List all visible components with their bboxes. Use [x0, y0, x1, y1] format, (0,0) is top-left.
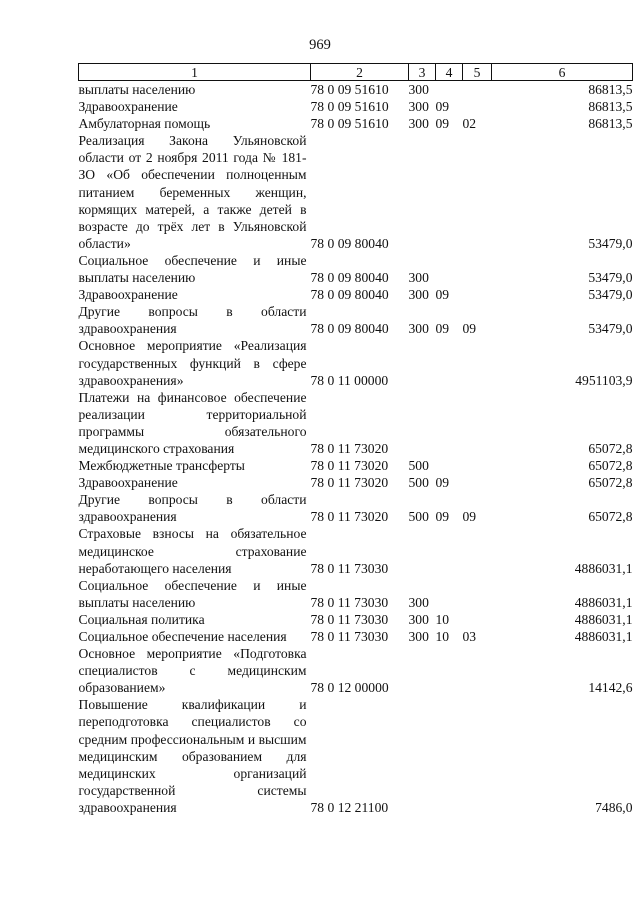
row-pr — [463, 525, 492, 576]
row-name: Межбюджетные трансферты — [78, 458, 245, 474]
row-code: 78 0 09 51610 — [310, 82, 389, 97]
row-pr — [463, 457, 492, 474]
row-rz — [436, 81, 463, 99]
row-name: Социальное обеспечение и иные выплаты населению — [78, 252, 307, 286]
row-name: Социальная политика — [78, 611, 205, 627]
row-name: Платежи на финансовое обеспечение реализации территориальной программы обязательного медицинского страхования — [78, 389, 307, 456]
table-row — [79, 132, 633, 252]
row-code: 78 0 09 80040 — [310, 235, 389, 251]
row-name: Социальное обеспечение населения — [78, 629, 287, 644]
row-name: Основное мероприятие «Подготовка специалистов с медицинским образованием» — [78, 646, 307, 696]
row-code: 78 0 11 73030 — [310, 629, 389, 644]
row-vr: 300 — [408, 99, 429, 115]
row-sum: 65072,8 — [588, 475, 633, 491]
header-col-3: 3 — [409, 64, 436, 81]
row-rz — [436, 132, 463, 252]
table-row — [79, 81, 633, 99]
header-col-6: 6 — [492, 64, 633, 81]
row-sum: 4886031,1 — [574, 560, 633, 576]
row-pr — [463, 286, 492, 303]
row-sum: 86813,5 — [588, 82, 633, 97]
table-row — [79, 577, 633, 611]
row-code: 78 0 09 80040 — [310, 287, 389, 303]
row-pr — [463, 577, 492, 611]
row-vr: 300 — [408, 270, 429, 286]
row-rz: 10 — [435, 629, 450, 644]
row-vr: 500 — [408, 458, 429, 474]
table-row — [79, 303, 633, 337]
row-sum: 4951103,9 — [575, 372, 633, 388]
row-code: 78 0 11 73020 — [310, 475, 389, 491]
row-sum: 53479,0 — [588, 235, 633, 251]
row-sum: 86813,5 — [588, 116, 633, 132]
row-vr — [409, 337, 436, 388]
table-row — [79, 286, 633, 303]
row-name: Другие вопросы в области здравоохранения — [78, 492, 307, 525]
table-row — [79, 389, 633, 457]
row-vr: 300 — [408, 116, 429, 132]
table-row — [79, 491, 633, 525]
row-pr — [463, 132, 492, 252]
row-name: Здравоохранение — [78, 99, 178, 115]
row-vr: 300 — [408, 629, 429, 644]
row-vr: 500 — [408, 475, 429, 491]
row-pr — [463, 252, 492, 286]
row-vr — [409, 645, 436, 696]
row-name: Здравоохранение — [78, 475, 178, 491]
row-sum: 4886031,1 — [574, 594, 633, 610]
row-name: Амбулаторная помощь — [78, 116, 211, 132]
row-sum: 4886031,1 — [574, 611, 633, 627]
row-vr: 300 — [408, 82, 429, 97]
row-vr: 500 — [408, 509, 429, 525]
row-pr — [463, 696, 492, 816]
row-sum: 86813,5 — [588, 99, 633, 115]
table-row — [79, 252, 633, 286]
row-rz — [436, 389, 463, 457]
row-pr — [463, 611, 492, 628]
row-rz: 09 — [435, 116, 450, 132]
row-sum: 7486,0 — [595, 799, 633, 815]
row-vr — [409, 525, 436, 576]
table-row — [79, 98, 633, 115]
budget-table — [78, 63, 633, 816]
table-row — [79, 115, 633, 132]
row-rz — [436, 645, 463, 696]
header-col-5: 5 — [463, 64, 492, 81]
row-sum: 14142,6 — [588, 680, 633, 696]
table-row — [79, 611, 633, 628]
row-sum: 4886031,1 — [574, 629, 633, 644]
row-vr — [409, 389, 436, 457]
row-vr — [409, 696, 436, 816]
row-rz — [436, 696, 463, 816]
row-rz — [436, 337, 463, 388]
row-code: 78 0 12 00000 — [310, 680, 389, 696]
row-name: Страховые взносы на обязательное медицинское страхование неработающего населения — [78, 526, 307, 576]
header-col-2: 2 — [311, 64, 409, 81]
row-pr — [463, 389, 492, 457]
row-rz — [436, 525, 463, 576]
row-rz: 09 — [435, 99, 450, 115]
row-name: Социальное обеспечение и иные выплаты населению — [78, 577, 307, 610]
row-code: 78 0 09 51610 — [310, 99, 389, 115]
row-sum: 65072,8 — [588, 509, 633, 525]
table-row — [79, 628, 633, 645]
row-pr: 09 — [462, 509, 477, 525]
row-pr — [463, 474, 492, 491]
row-rz: 09 — [435, 475, 450, 491]
row-pr — [463, 81, 492, 99]
row-code: 78 0 09 80040 — [310, 270, 389, 286]
row-pr: 09 — [462, 321, 477, 337]
row-code: 78 0 11 73030 — [310, 611, 389, 627]
table-row — [79, 696, 633, 816]
header-col-1: 1 — [79, 64, 311, 81]
row-code: 78 0 09 51610 — [310, 116, 389, 132]
row-rz: 10 — [435, 611, 450, 627]
row-sum: 53479,0 — [588, 287, 633, 303]
row-name: Повышение квалификации и переподготовка специалистов со средним профессиональным и высшим медицинским образованием для медицинских организаций государственной системы здравоохранения — [78, 697, 307, 815]
table-row — [79, 645, 633, 696]
table-row — [79, 525, 633, 576]
row-pr: 02 — [462, 116, 477, 132]
row-vr: 300 — [408, 287, 429, 303]
row-code: 78 0 09 80040 — [310, 321, 389, 337]
table-row — [79, 457, 633, 474]
row-rz: 09 — [435, 321, 450, 337]
row-name: Основное мероприятие «Реализация государственных функций в сфере здравоохранения» — [78, 338, 307, 388]
row-sum: 53479,0 — [588, 321, 633, 337]
page-number: 969 — [309, 37, 331, 53]
row-sum: 65072,8 — [588, 440, 633, 456]
row-code: 78 0 12 21100 — [310, 799, 389, 815]
header-col-4: 4 — [436, 64, 463, 81]
row-vr — [409, 132, 436, 252]
row-code: 78 0 11 73020 — [310, 509, 389, 525]
table-row — [79, 337, 633, 388]
row-code: 78 0 11 73020 — [310, 458, 389, 474]
row-name: Другие вопросы в области здравоохранения — [78, 304, 307, 337]
row-rz — [436, 577, 463, 611]
row-code: 78 0 11 73020 — [310, 440, 389, 456]
table-row — [79, 474, 633, 491]
row-code: 78 0 11 73030 — [310, 560, 389, 576]
row-name: Реализация Закона Ульяновской области от 2 ноября 2011 года № 181-ЗО «Об обеспечении полноценным питанием беременных женщин, кормящих матерей, а также детей в возрасте до трёх лет в Ульяновской области» — [78, 133, 307, 251]
row-pr — [463, 337, 492, 388]
row-vr: 300 — [408, 321, 429, 337]
table-body — [79, 81, 633, 817]
row-rz — [436, 252, 463, 286]
row-code: 78 0 11 00000 — [310, 372, 389, 388]
row-name: Здравоохранение — [78, 287, 178, 303]
row-rz: 09 — [435, 287, 450, 303]
row-name: выплаты населению — [78, 82, 196, 97]
row-rz: 09 — [435, 509, 450, 525]
table-header — [79, 64, 633, 81]
row-vr: 300 — [408, 611, 429, 627]
row-sum: 53479,0 — [588, 270, 633, 286]
row-vr: 300 — [408, 594, 429, 610]
row-rz — [436, 457, 463, 474]
row-sum: 65072,8 — [588, 458, 633, 474]
row-pr — [463, 645, 492, 696]
row-pr — [463, 98, 492, 115]
row-pr: 03 — [462, 629, 477, 644]
row-code: 78 0 11 73030 — [310, 594, 389, 610]
